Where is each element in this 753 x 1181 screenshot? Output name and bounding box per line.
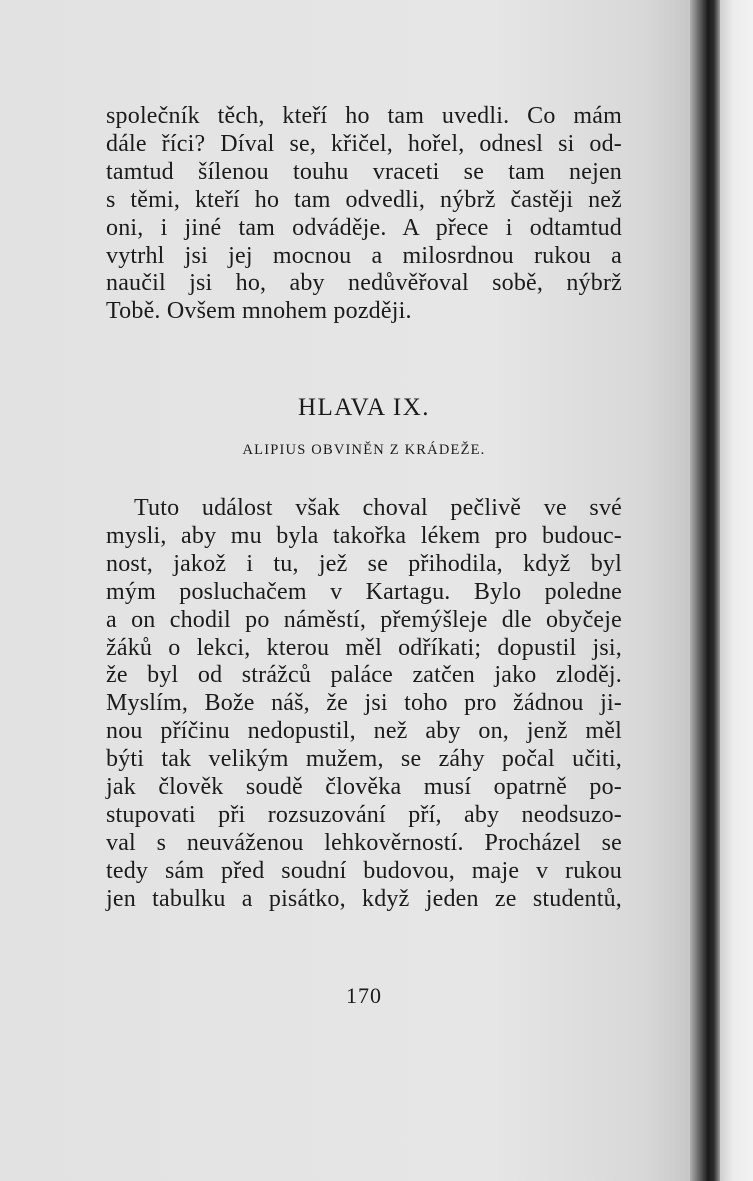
page-number: 170 <box>346 983 382 1008</box>
text-line: býti tak velikým mužem, se záhy počal učiti, <box>106 746 622 773</box>
text-line: dále říci? Díval se, křičel, hořel, odnesl si od- <box>106 130 622 157</box>
text-line: stupovati při rozsuzování pří, aby neodsuzo- <box>106 801 622 828</box>
text-line: Myslím, Bože náš, že jsi toho pro žádnou ji- <box>106 690 622 717</box>
text-line: společník těch, kteří ho tam uvedli. Co mám <box>106 103 622 129</box>
text-line: tamtud šílenou touhu vraceti se tam nejen <box>106 158 622 185</box>
text-line: nou příčinu nedopustil, než aby on, jenž měl <box>106 718 622 745</box>
text-line: mysli, aby mu byla takořka lékem pro budouc- <box>106 522 622 549</box>
text-line: jen tabulku a pisátko, když jeden ze studentů, <box>106 885 622 912</box>
chapter-subtitle: ALIPIUS OBVINĚN Z KRÁDEŽE. <box>242 442 486 458</box>
text-line: s těmi, kteří ho tam odvedli, nýbrž častěji než <box>106 186 622 213</box>
text-line: Tuto událost však choval pečlivě ve své <box>134 495 622 521</box>
book-gutter-shadow <box>690 0 720 1181</box>
text-line: val s neuváženou lehkověrností. Procházel se <box>106 829 622 856</box>
text-line: vytrhl jsi jej mocnou a milosrdnou rukou a <box>106 242 622 269</box>
text-line: naučil jsi ho, aby nedůvěřoval sobě, nýbrž <box>106 270 622 297</box>
text-line: tedy sám před soudní budovou, maje v rukou <box>106 857 622 884</box>
page-edge <box>720 0 753 1181</box>
text-line: nost, jakož i tu, jež se přihodila, když byl <box>106 550 622 577</box>
text-line: Tobě. Ovšem mnohem později. <box>106 298 412 325</box>
text-line: žáků o lekci, kterou měl odříkati; dopustil jsi, <box>106 634 622 661</box>
text-line: mým posluchačem v Kartagu. Bylo poledne <box>106 578 622 605</box>
chapter-heading: HLAVA IX. <box>297 394 431 421</box>
text-line: oni, i jiné tam odváděje. A přece i odtamtud <box>106 214 622 241</box>
text-line: že byl od strážců paláce zatčen jako zloděj. <box>106 662 622 689</box>
paragraph-1 <box>106 103 622 326</box>
paragraph-2 <box>106 495 622 914</box>
text-line: jak člověk soudě člověka musí opatrně po- <box>106 774 622 801</box>
text-line: a on chodil po náměstí, přemýšleje dle obyčeje <box>106 606 622 633</box>
